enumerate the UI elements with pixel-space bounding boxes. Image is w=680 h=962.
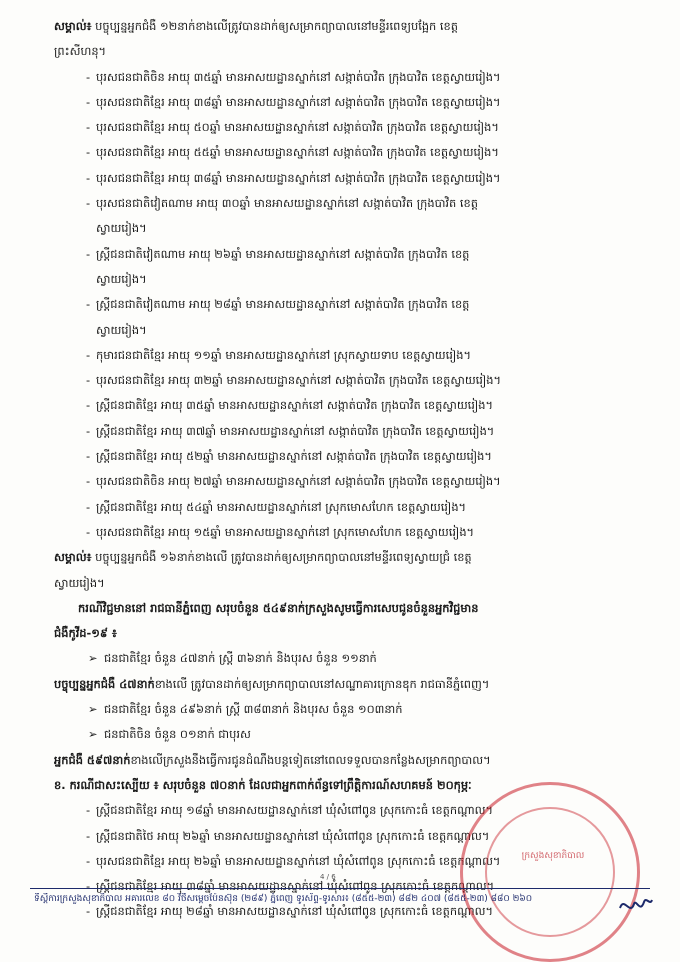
ministry-seal-stamp: [460, 782, 640, 962]
note-2-line-2: ស្វាយរៀង។: [54, 575, 105, 590]
arrow-item-3: ➢ ជនជាតិចិន ចំនួន ០១នាក់ ជាបុរស: [88, 727, 251, 742]
arrow-bullet-icon: ➢: [88, 727, 98, 742]
footer-divider: [30, 888, 650, 889]
list-item: - បុរសជនជាតិខ្មែរ អាយុ ១៥ឆ្នាំ មានអាសយដ្ឋានស្នាក់នៅ ស្រុកមោសហែក ខេត្តស្វាយរៀង។: [86, 524, 475, 539]
seal-text: ក្រសួងសុខាភិបាល: [521, 851, 585, 861]
list-item: - ស្ត្រីជនជាតិវៀតណាម អាយុ ២៨ឆ្នាំ មានអាសយដ្ឋានស្នាក់នៅ សង្កាត់បាវិត ក្រុងបាវិត ខេត្ត: [86, 297, 470, 312]
list-item: - បុរសជនជាតិខ្មែរ អាយុ ៣២ឆ្នាំ មានអាសយដ្ឋានស្នាក់នៅ សង្កាត់បាវិត ក្រុងបាវិត ខេត្តស្វាយរៀង។: [86, 373, 502, 388]
arrow-item-1: ➢ ជនជាតិខ្មែរ ចំនួន ៤៧នាក់ ស្ត្រី ៣៦នាក់ និងបុរស ចំនួន ១១នាក់: [88, 651, 377, 666]
list-item: - ស្ត្រីជនជាតិខ្មែរ អាយុ ៣៨ឆ្នាំ មានអាសយដ្ឋានស្នាក់នៅ ឃុំសំពៅពូន ស្រុកកោះធំ ខេត្តកណ្ដាល។: [86, 879, 495, 894]
list-item: - ស្ត្រីជនជាតិខ្មែរ អាយុ ៥៤ឆ្នាំ មានអាសយដ្ឋានស្នាក់នៅ ស្រុកមោសហែក ខេត្តស្វាយរៀង។: [86, 499, 467, 514]
note-2-label: សម្គាល់៖: [54, 550, 92, 565]
footer-address: ទីស្តីការក្រសួងសុខាភិបាល អគារលេខ ៨០ វិថីសម្តេចប៉ែនស៊ុន (២៨៩) ភ្នំពេញ ទូរស័ព្ទ-ទូរសារ៖ (៨៥៥-២៣) ៨៨២ ៤០៧ (៨៥៥-២៣) ៨៨០ ២៦០: [34, 894, 533, 904]
list-item: - បុរសជនជាតិវៀតណាម អាយុ ៣០ឆ្នាំ មានអាសយដ្ឋានស្នាក់នៅ សង្កាត់បាវិត ក្រុងបាវិត ខេត្ត: [86, 196, 478, 211]
list-item: - បុរសជនជាតិខ្មែរ អាយុ ៥៥ឆ្នាំ មានអាសយដ្ឋានស្នាក់នៅ សង្កាត់បាវិត ក្រុងបាវិត ខេត្តស្វាយរៀង។: [86, 145, 499, 160]
list-item: - បុរសជនជាតិខ្មែរ អាយុ ៥០ឆ្នាំ មានអាសយដ្ឋានស្នាក់នៅ សង្កាត់បាវិត ក្រុងបាវិត ខេត្តស្វាយរៀង។: [86, 120, 499, 135]
list-item-continuation: ស្វាយរៀង។: [96, 322, 147, 337]
arrow-item-2: ➢ ជនជាតិខ្មែរ ចំនួន ៤៩៦នាក់ ស្ត្រី ៣៨៣នាក់ និងបុរស ចំនួន ១០៣នាក់: [88, 702, 403, 717]
phnom-penh-sentence-2: អ្នកជំងឺ ៥៩៧នាក់ខាងលើក្រសួងនឹងធ្វើការជូនដំណឹងបន្តទៀតនៅពេលទទួលបានកន្លែងសម្រាកព្យាបាល។: [54, 752, 491, 767]
seal-inner-ring: [485, 807, 615, 937]
list-item: - ស្ត្រីជនជាតិខ្មែរ អាយុ ៣៥ឆ្នាំ មានអាសយដ្ឋានស្នាក់នៅ សង្កាត់បាវិត ក្រុងបាវិត ខេត្តស្វាយរៀង។: [86, 398, 494, 413]
patient-list-svay-rieng: [86, 69, 654, 541]
phnom-penh-heading: ករណីវិជ្ជមាននៅ រាជធានីភ្នំពេញ សរុបចំនួន ៥៤៩នាក់ក្រសួងសូមធ្វើការសេបជូនចំនួនអ្នកវិជ្ជមាន: [78, 600, 479, 615]
list-item: - ស្ត្រីជនជាតិវៀតណាម អាយុ ២៦ឆ្នាំ មានអាសយដ្ឋានស្នាក់នៅ សង្កាត់បាវិត ក្រុងបាវិត ខេត្ត: [86, 246, 470, 261]
list-item: - ស្ត្រីជនជាតិខ្មែរ អាយុ ៣៧ឆ្នាំ មានអាសយដ្ឋានស្នាក់នៅ សង្កាត់បាវិត ក្រុងបាវិត ខេត្តស្វាយរៀង។: [86, 423, 495, 438]
list-item: - បុរសជនជាតិខ្មែរ អាយុ ៣៨ឆ្នាំ មានអាសយដ្ឋានស្នាក់នៅ សង្កាត់បាវិត ក្រុងបាវិត ខេត្តស្វាយរៀង។: [86, 170, 501, 185]
note-1-text: បច្ចុប្បន្នអ្នកជំងឺ ១២នាក់ខាងលើត្រូវបានដាក់ឲ្យសម្រាកព្យាបាលនៅមន្ទីរពេទ្យបង្អែក ខេត្ត: [91, 19, 458, 33]
list-item: - បុរសជនជាតិចិន អាយុ ៣៥ឆ្នាំ មានអាសយដ្ឋានស្នាក់នៅ សង្កាត់បាវិត ក្រុងបាវិត ខេត្តស្វាយរៀង។: [86, 69, 501, 84]
signature-icon: [616, 886, 656, 926]
list-item: - ស្ត្រីជនជាតិខ្មែរ អាយុ ១៨ឆ្នាំ មានអាសយដ្ឋានស្នាក់នៅ ឃុំសំពៅពូន ស្រុកកោះធំ ខេត្តកណ្ដាល។: [86, 803, 493, 818]
phnom-penh-sentence-1: បច្ចុប្បន្នអ្នកជំងឺ ៤៧នាក់ខាងលើ ត្រូវបានដាក់ឲ្យសម្រាកព្យាបាលនៅសណ្ឋាគារក្រោនឌុក រាជធានីភ្នំពេញ។: [54, 676, 490, 691]
list-item: - កុមារជនជាតិខ្មែរ អាយុ ១១ឆ្នាំ មានអាសយដ្ឋានស្នាក់នៅ ស្រុកស្វាយទាប ខេត្តស្វាយរៀង។: [86, 347, 472, 362]
note-2-line-1: [54, 549, 654, 566]
list-item: - បុរសជនជាតិខ្មែរ អាយុ ២៦ឆ្នាំ មានអាសយដ្ឋានស្នាក់នៅ ឃុំសំពៅពូន ស្រុកកោះធំ ខេត្តកណ្ដាល។: [86, 853, 501, 868]
note-1-line-2: ព្រះសីហនុ។: [54, 44, 107, 59]
arrow-bullet-icon: ➢: [88, 651, 98, 666]
note-2-text: បច្ចុប្បន្នអ្នកជំងឺ ១៦នាក់ខាងលើ ត្រូវបានដាក់ឲ្យសម្រាកព្យាបាលនៅមន្ទីរពេទ្យស្វាយជ្រំ ខេត្ត: [91, 550, 472, 565]
phnom-penh-heading-cont: ជំងឺកូវីដ-១៩ ៖: [54, 626, 117, 641]
recovered-heading: ខ. ករណីជាសះស្បើយ ៖ សរុបចំនួន ៧០នាក់ ដែលជាអ្នកពាក់ព័ន្ធទៅព្រឹត្តិការណ៍សហគមន៍ ២០កុម្ភៈ: [54, 777, 472, 792]
list-item: - ស្ត្រីជនជាតិខ្មែរ អាយុ ៥២ឆ្នាំ មានអាសយដ្ឋានស្នាក់នៅ សង្កាត់បាវិត ក្រុងបាវិត ខេត្តស្វាយរៀង។: [86, 449, 492, 464]
list-item: - ស្ត្រីជនជាតិថៃ អាយុ ២៦ឆ្នាំ មានអាសយដ្ឋានស្នាក់នៅ ឃុំសំពៅពូន ស្រុកកោះធំ ខេត្តកណ្ដាល។: [86, 828, 490, 843]
note-1-label: សម្គាល់៖: [54, 19, 92, 33]
arrow-bullet-icon: ➢: [88, 702, 98, 717]
list-item-continuation: ស្វាយរៀង។: [96, 221, 147, 236]
list-item: - ស្ត្រីជនជាតិខ្មែរ អាយុ ២៨ឆ្នាំ មានអាសយដ្ឋានស្នាក់នៅ ឃុំសំពៅពូន ស្រុកកោះធំ ខេត្តកណ្ដាល។: [86, 904, 493, 919]
note-1-line-1: [54, 18, 654, 35]
list-item-continuation: ស្វាយរៀង។: [96, 271, 147, 286]
list-item: - បុរសជនជាតិខ្មែរ អាយុ ៣៨ឆ្នាំ មានអាសយដ្ឋានស្នាក់នៅ សង្កាត់បាវិត ក្រុងបាវិត ខេត្តស្វាយរៀង។: [86, 94, 501, 109]
page-number: 4 / 6: [320, 873, 336, 881]
list-item: - បុរសជនជាតិចិន អាយុ ២៧ឆ្នាំ មានអាសយដ្ឋានស្នាក់នៅ សង្កាត់បាវិត ក្រុងបាវិត ខេត្តស្វាយរៀង។: [86, 474, 501, 489]
